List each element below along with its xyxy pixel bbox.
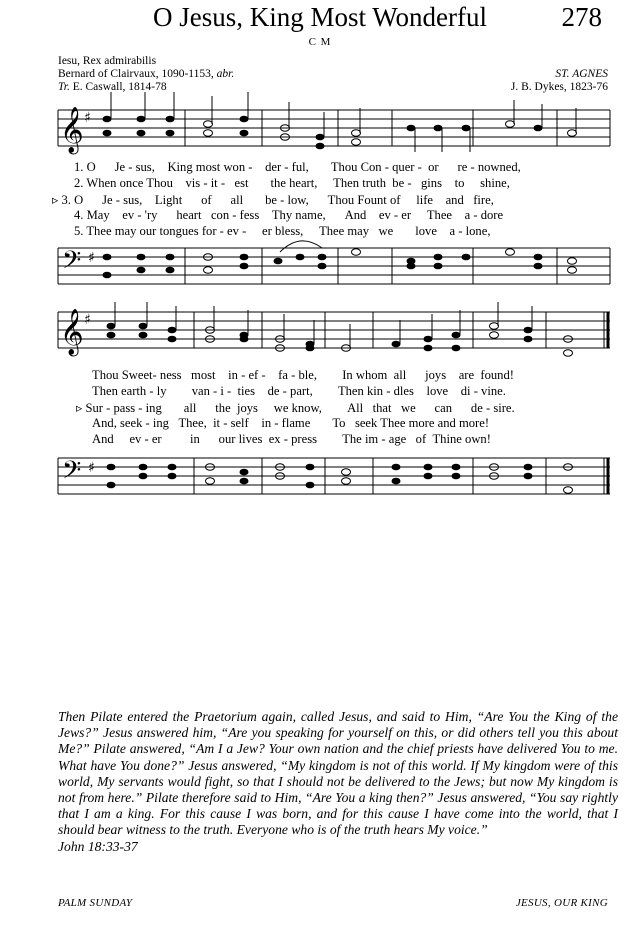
author: Bernard of Clairvaux, 1090-1153, xyxy=(58,68,214,80)
footer-season: PALM SUNDAY xyxy=(58,897,133,909)
slur xyxy=(280,241,322,252)
author-abbr: abr. xyxy=(216,68,235,80)
author-line xyxy=(58,68,234,81)
scripture-text: Then Pilate entered the Praetorium again, called Jesus, and said to Him, “Are You the King of the Jews?” Jesus answered him, “Are you speaking for yourself on this, or did others tell you this about Me?” Pilate answered, “Am I a Jew? Your own nation and the chief priests have delivered You to me. What have You done?” Jesus answered, “My kingdom is not of this world. If My kingdom were of this world, My servants would fight, so that I should not be delivered to the Jews; but now My kingdom is not from here.” Pilate therefore said to Him, “Are You a king then?” Jesus answered, “You say rightly that I am a king. For this cause I was born, and for this cause I have come into the world, that I should bear witness to the truth. Everyone who is of the truth hears My voice.” xyxy=(58,709,618,838)
bass-notes-2 xyxy=(107,464,573,494)
treble-staff-system-1 xyxy=(0,100,640,160)
bass-staff-system-2 xyxy=(0,448,640,508)
bass-staff-system-1 xyxy=(0,240,640,300)
sharp-icon: ♯ xyxy=(88,250,95,266)
tune-name: ST. AGNES xyxy=(555,68,608,80)
hymn-title: O Jesus, King Most Wonderful xyxy=(152,2,488,32)
verse-3-line-2: ▹ Sur - pass - ing all the joys we know, All that we can de - sire. xyxy=(76,401,515,415)
verse-2-line-2: Then earth - ly van - i - ties de - part, Then kin - dles love di - vine. xyxy=(92,384,506,398)
scripture-passage xyxy=(58,709,618,855)
bass-notes-1 xyxy=(103,249,577,279)
verse-4-line-1: 4. May ev - 'ry heart con - fess Thy name, And ev - er Thee a - dore xyxy=(74,208,504,222)
translator-prefix: Tr. xyxy=(58,81,70,93)
treble-clef-icon: 𝄞 xyxy=(60,309,84,355)
sharp-icon: ♯ xyxy=(84,312,91,328)
translator-line xyxy=(58,81,234,94)
sharp-icon: ♯ xyxy=(88,460,95,476)
treble-staff-system-2 xyxy=(0,300,640,360)
treble-stems-2 xyxy=(115,302,532,348)
meter: C M xyxy=(308,36,332,48)
verse-5-line-2: And ev - er in our lives ex - press The im - age of Thine own! xyxy=(92,432,491,446)
bass-clef-icon: 𝄢 xyxy=(62,246,82,281)
hymn-number: 278 xyxy=(561,2,602,32)
verse-1-line-2: Thou Sweet- ness most in - ef - fa - ble, In whom all joys are found! xyxy=(92,368,514,382)
treble-clef-icon: 𝄞 xyxy=(60,107,84,153)
treble-notes-1 xyxy=(103,116,577,150)
composer: J. B. Dykes, 1823-76 xyxy=(510,81,608,93)
sharp-icon: ♯ xyxy=(84,110,91,126)
translator: E. Caswall, 1814-78 xyxy=(72,81,167,93)
verse-2-line-1: 2. When once Thou vis - it - est the heart, Then truth be - gins to shine, xyxy=(74,176,510,190)
verse-4-line-2: And, seek - ing Thee, it - self in - flame To seek Thee more and more! xyxy=(92,416,490,430)
bass-clef-icon: 𝄢 xyxy=(62,456,82,491)
footer-topic: JESUS, OUR KING xyxy=(515,897,608,909)
verse-1-line-1: 1. O Je - sus, King most won - der - ful, Thou Con - quer - or re - nowned, xyxy=(74,160,521,174)
verse-3-line-1: ▹ 3. O Je - sus, Light of all be - low, Thou Fount of life and fire, xyxy=(52,193,494,207)
text-credits xyxy=(58,55,234,94)
scripture-reference: John 18:33-37 xyxy=(58,838,138,854)
tune-credits xyxy=(511,68,608,94)
text-source: Iesu, Rex admirabilis xyxy=(58,55,157,67)
verse-5-line-1: 5. Thee may our tongues for - ev - er bless, Thee may we love a - lone, xyxy=(74,224,491,238)
